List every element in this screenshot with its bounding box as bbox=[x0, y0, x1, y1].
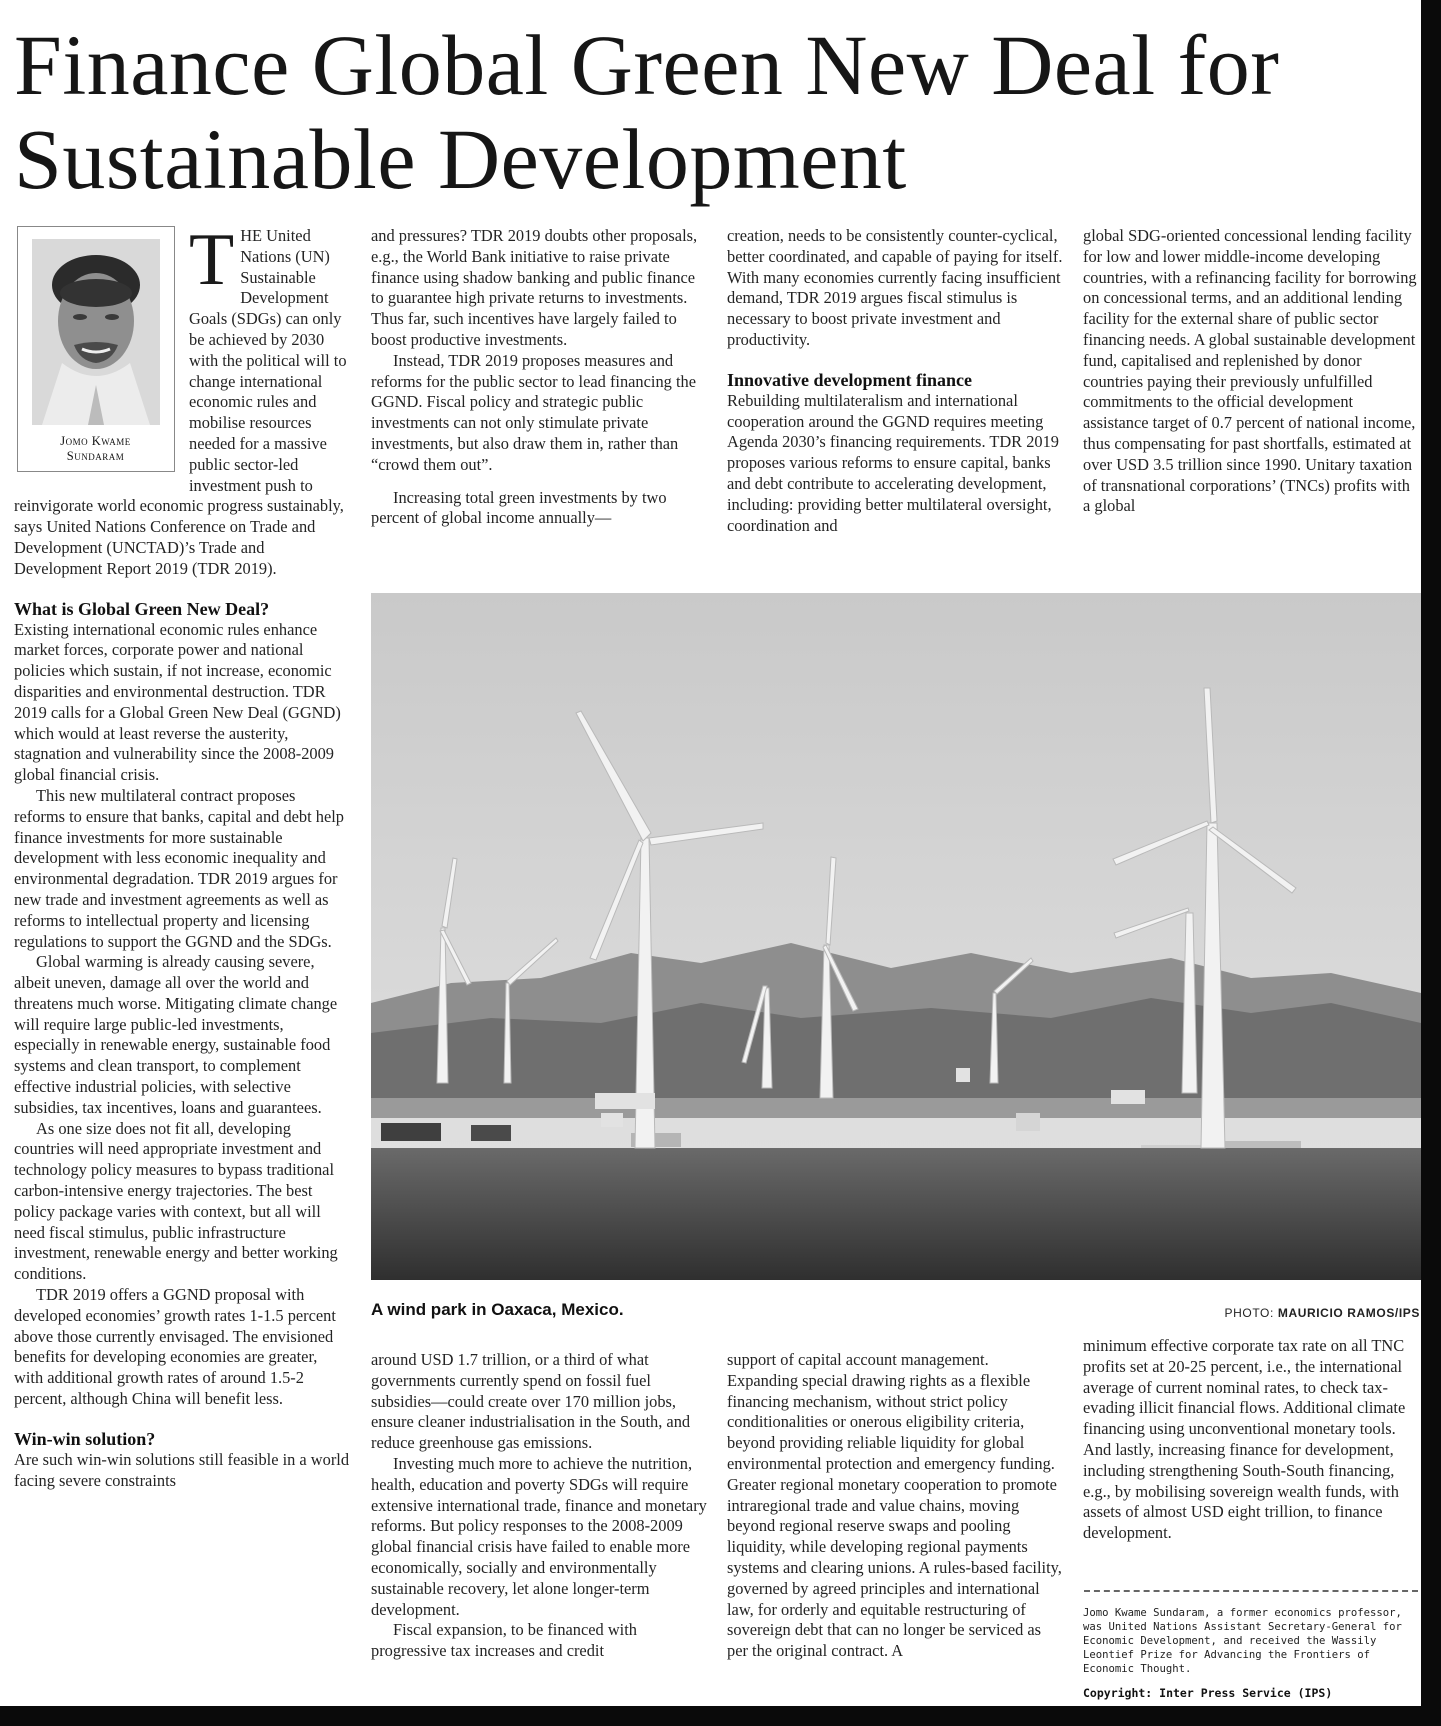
bio-divider bbox=[1084, 1590, 1418, 1592]
photo-caption: A wind park in Oaxaca, Mexico. bbox=[371, 1300, 624, 1319]
paragraph: Instead, TDR 2019 proposes measures and reforms for the public sector to lead financing the GGND. Fiscal policy and strategic public investments can not only stimulate private investments, but also draw them in, rather than “crowd them out”. bbox=[371, 350, 696, 474]
author-name-line2: Sundaram bbox=[66, 449, 125, 463]
author-box bbox=[17, 226, 175, 472]
column-3-bottom bbox=[727, 1350, 1063, 1662]
photo-credit-label: PHOTO: bbox=[1224, 1306, 1274, 1320]
section-heading-innovative: Innovative development finance bbox=[727, 369, 972, 390]
author-portrait bbox=[32, 239, 160, 425]
photo-credit-name: MAURICIO RAMOS/IPS bbox=[1277, 1306, 1420, 1320]
column-1 bbox=[14, 219, 350, 1491]
author-name bbox=[18, 434, 173, 464]
column-2-bottom bbox=[371, 1350, 707, 1662]
section-heading-ggnd: What is Global Green New Deal? bbox=[14, 598, 270, 619]
paragraph: global SDG-oriented concessional lending facility for low and lower middle-income developing countries, with a refinancing facility for borrowing on concessional terms, and an additional lending facility for the external share of public sector financing needs. A global sustainable development fund, capitalised and replenished by donor countries paying their previously unfulfilled commitments to the official development assistance target of 0.7 percent of national income, thus compensating for past shortfalls, estimated at over USD 3.5 trillion since 1990. Unitary taxation of transnational corporations’ (TNCs) profits with a global bbox=[1083, 226, 1417, 516]
copyright-notice: Copyright: Inter Press Service (IPS) bbox=[1083, 1686, 1333, 1700]
intro-paragraph: HE United Nations (UN) Sustainable Development Goals (SDGs) can only be achieved by 2030 with the political will to change international economic rules and mobilise resources needed for a massive public sector-led investment push to reinvigorate world economic progress sustainably, says United Nations Conference on Trade and Development (UNCTAD)’s Trade and Development Report 2019 (TDR 2019). bbox=[14, 226, 347, 578]
column-3-top bbox=[727, 226, 1063, 536]
paragraph: Fiscal expansion, to be financed with progressive tax increases and credit bbox=[371, 1620, 637, 1661]
page-edge-bottom bbox=[0, 1706, 1441, 1726]
photo-credit bbox=[1000, 1306, 1420, 1320]
author-name-line1: Jomo Kwame bbox=[60, 434, 131, 448]
paragraph: This new multilateral contract proposes reforms to ensure that banks, capital and debt help finance investments for more sustainable development with less economic inequality and environmental degradation. TDR 2019 argues for new trade and investment agreements as well as reforms to intellectual property and licensing regulations to support the GGND and the SDGs. bbox=[14, 785, 344, 951]
paragraph: As one size does not fit all, developing countries will need appropriate investment and technology policy measures to bypass traditional carbon-intensive energy trajectories. The best policy package varies with context, but all will need fiscal stimulus, public infrastructure investment, renewable energy and better working conditions. bbox=[14, 1118, 338, 1284]
column-2-top bbox=[371, 226, 707, 529]
paragraph: Increasing total green investments by two percent of global income annually— bbox=[371, 487, 667, 528]
paragraph: Rebuilding multilateralism and international cooperation around the GGND requires meeting Agenda 2030’s financing requirements. TDR 2019 proposes various reforms to ensure capital, banks and debt contribute to accelerating development, including: providing better multilateral oversight, coordination and bbox=[727, 390, 1059, 535]
column-4-bottom bbox=[1083, 1336, 1419, 1544]
paragraph: Are such win-win solutions still feasible in a world facing severe constraints bbox=[14, 1449, 350, 1490]
paragraph: Global warming is already causing severe, albeit uneven, damage all over the world and threatens much worse. Mitigating climate change will require large public-led investments, especially in renewable energy, sustainable food systems and clean transport, to complement effective industrial policies, with selective subsidies, tax incentives, loans and guarantees. bbox=[14, 952, 338, 1117]
drop-cap: T bbox=[189, 219, 235, 301]
paragraph: Existing international economic rules enhance market forces, corporate power and national policies which sustain, if not increase, economic disparities and environmental destruction. TDR 2019 calls for a Global Green New Deal (GGND) which would at least reverse the austerity, stagnation and vulnerability since the 2008-2009 global financial crisis. bbox=[14, 619, 341, 785]
page-edge-right bbox=[1421, 0, 1441, 1726]
paragraph: and pressures? TDR 2019 doubts other proposals, e.g., the World Bank initiative to raise private finance using shadow banking and public finance to guarantee high private returns to investments. Thus far, such incentives have largely failed to boost productive investments. bbox=[371, 226, 698, 349]
paragraph: creation, needs to be consistently counter-cyclical, better coordinated, and capable of paying for itself. With many economies currently facing insufficient demand, TDR 2019 argues fiscal stimulus is necessary to boost private investment and productivity. bbox=[727, 226, 1063, 349]
headline: Finance Global Green New Deal for Sustainable Development bbox=[14, 17, 1280, 207]
paragraph: Investing much more to achieve the nutrition, health, education and poverty SDGs will require extensive international trade, finance and monetary reforms. But policy responses to the 2008-2009 global financial crisis have failed to enable more economically, socially and environmentally sustainable recovery, let alone longer-term development. bbox=[371, 1453, 707, 1619]
paragraph: support of capital account management. Expanding special drawing rights as a flexible financing mechanism, without strict policy conditionalities or onerous eligibility criteria, beyond providing reliable liquidity for global environmental protection and emergency funding. Greater regional monetary cooperation to promote intraregional trade and value chains, moving beyond regional reserve swaps and pooling liquidity, while developing regional payments systems and clearing unions. A rules-based facility, governed by agreed principles and international law, for orderly and equitable restructuring of sovereign debt that can no longer be serviced as per the original contract. A bbox=[727, 1350, 1062, 1661]
paragraph: around USD 1.7 trillion, or a third of what governments currently spend on fossil fuel subsidies—could create over 170 million jobs, ensure cleaner industrialisation in the South, and reduce greenhouse gas emissions. bbox=[371, 1350, 691, 1453]
section-heading-win-win: Win-win solution? bbox=[14, 1428, 156, 1449]
paragraph: minimum effective corporate tax rate on all TNC profits set at 20-25 percent, i.e., the international average of current nominal rates, to check tax-evading illicit financial flows. Additional climate financing using unconventional monetary tools. And lastly, increasing finance for development, including strengthening South-South financing, e.g., by mobilising sovereign wealth funds, with assets of almost USD eight trillion, to finance development. bbox=[1083, 1336, 1406, 1543]
column-4-top bbox=[1083, 226, 1419, 517]
author-bio: Jomo Kwame Sundaram, a former economics professor, was United Nations Assistant Secretary-General for Economic Development, and received the Wassily Leontief Prize for Advancing the Frontiers of Economic Thought. bbox=[1083, 1607, 1402, 1675]
paragraph: TDR 2019 offers a GGND proposal with developed economies’ growth rates 1-1.5 percent above those currently envisaged. The envisioned benefits for developing economies are greater, with additional growth rates of around 1.5-2 percent, although China will benefit less. bbox=[14, 1285, 336, 1409]
wind-park-photo bbox=[371, 593, 1421, 1280]
